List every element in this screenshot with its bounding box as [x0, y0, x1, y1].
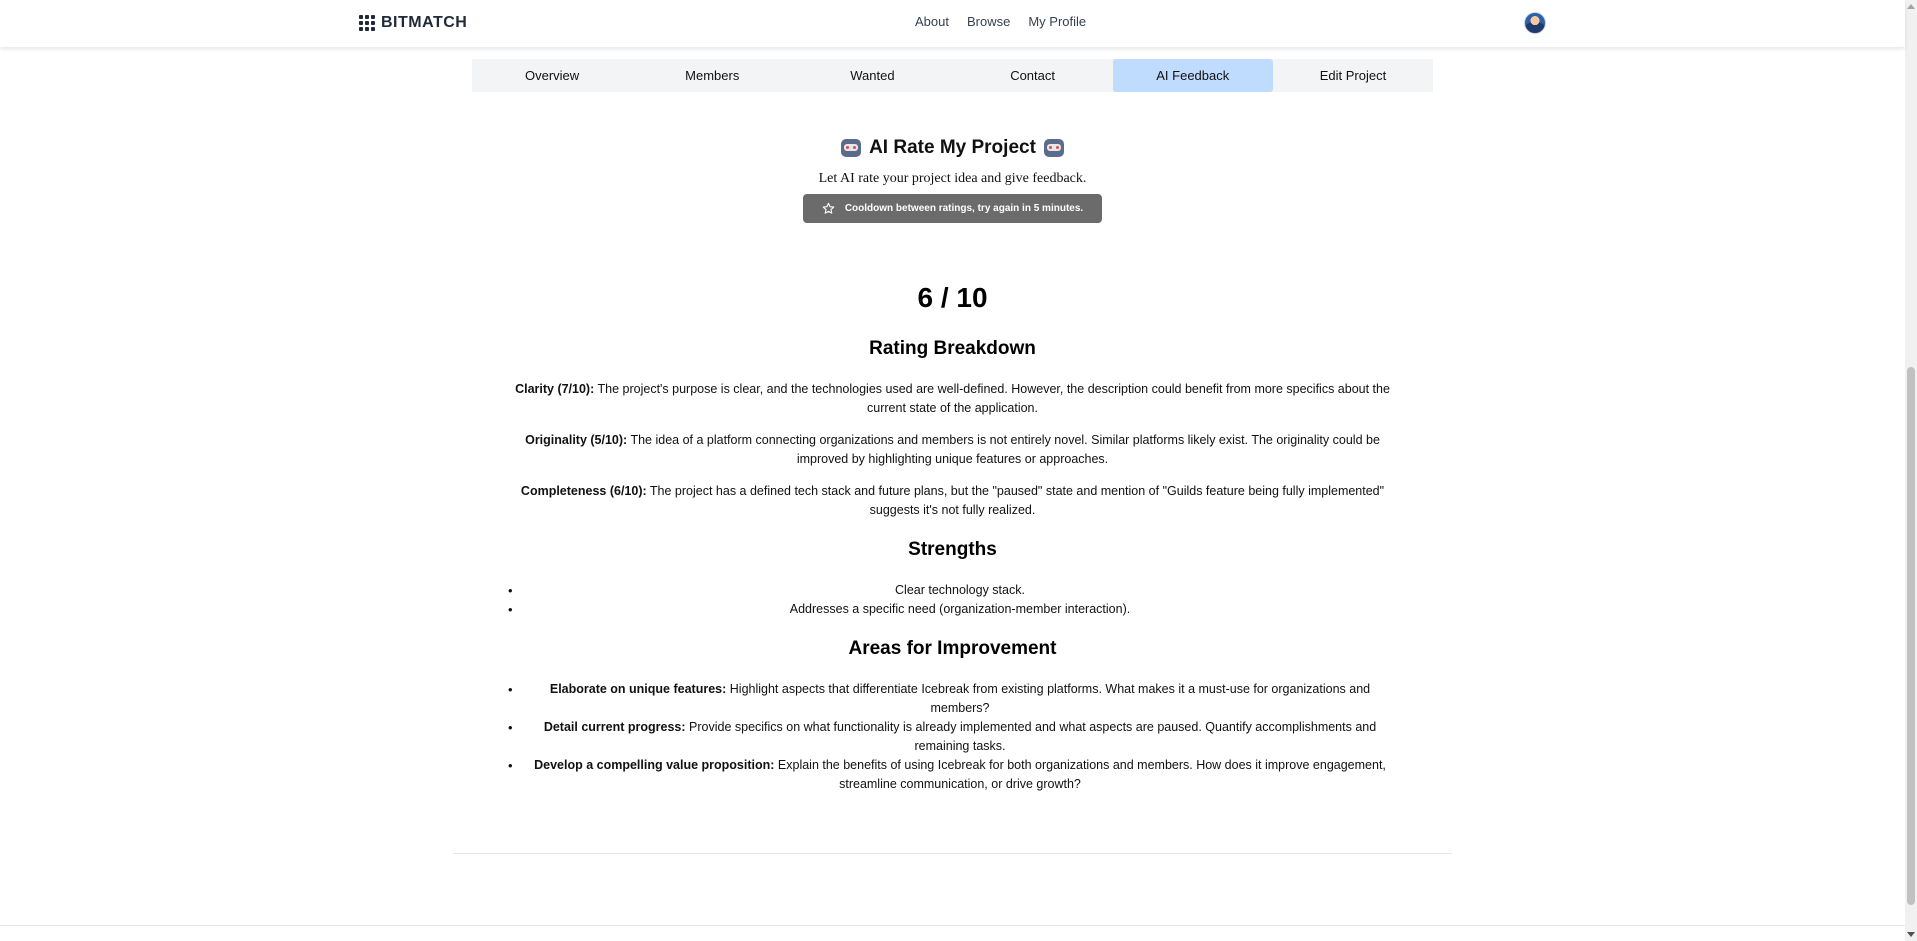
list-item: [490, 718, 1415, 756]
tab-wanted[interactable]: Wanted: [850, 68, 895, 83]
page-title: [490, 137, 1415, 159]
list-item: [490, 680, 1415, 718]
scroll-down-arrow-icon[interactable]: [1907, 932, 1915, 937]
list-item: • Clear technology stack.: [490, 581, 1415, 600]
nav-link-about[interactable]: About: [915, 14, 949, 29]
rating-breakdown-heading: Rating Breakdown: [869, 338, 1036, 359]
nav-links: [915, 14, 1086, 29]
improvement-text: Highlight aspects that differentiate Icebreak from existing platforms. What makes it a must-use for organizations and members?: [729, 682, 1371, 715]
list-item: [490, 756, 1415, 794]
cooldown-text: Cooldown between ratings, try again in 5 minutes.: [844, 203, 1084, 214]
breakdown-text: The project has a defined tech stack and future plans, but the "paused" state and mention of "Guilds feature being fully implemented" suggests it's not fully realized.: [649, 484, 1385, 517]
project-tabs: [472, 59, 1433, 92]
robot-icon: [841, 139, 861, 157]
improvement-text: Explain the benefits of using Icebreak for both organizations and members. How does it improve engagement, streamline communication, or drive growth?: [777, 758, 1386, 791]
nav-link-browse[interactable]: Browse: [966, 14, 1011, 29]
improvement-text: Provide specifics on what functionality is already implemented and what aspects are paused. Quantify accomplishments and remaining tasks.: [689, 720, 1377, 753]
user-avatar[interactable]: [1524, 12, 1546, 34]
list-item: • Addresses a specific need (organization-member interaction).: [490, 600, 1415, 619]
tab-edit-project[interactable]: Edit Project: [1319, 68, 1387, 83]
overall-score: 6 / 10: [917, 282, 988, 313]
improvement-label: Detail current progress:: [543, 720, 686, 734]
tab-contact[interactable]: Contact: [1010, 68, 1055, 83]
improvements-list: [490, 680, 1415, 794]
improvement-label: Develop a compelling value proposition:: [534, 758, 775, 772]
breakdown-clarity: [490, 380, 1415, 418]
content-divider: [453, 853, 1452, 854]
page-scrollbar[interactable]: [1905, 0, 1917, 941]
breakdown-label: Completeness (6/10):: [520, 484, 647, 498]
tab-overview[interactable]: Overview: [524, 68, 580, 83]
brand-logo[interactable]: [359, 13, 467, 33]
page-title-text: AI Rate My Project: [869, 137, 1036, 158]
strengths-heading: Strengths: [908, 539, 997, 560]
tab-ai-feedback[interactable]: AI Feedback: [1113, 59, 1273, 92]
strengths-list: [490, 581, 1415, 619]
breakdown-completeness: [490, 482, 1415, 520]
nav-link-my-profile[interactable]: My Profile: [1028, 14, 1087, 29]
rate-button-disabled[interactable]: [803, 194, 1102, 223]
scroll-up-arrow-icon[interactable]: [1907, 4, 1915, 9]
page-subtitle: Let AI rate your project idea and give feedback.: [818, 171, 1087, 186]
breakdown-originality: [490, 431, 1415, 469]
improvements-heading: Areas for Improvement: [848, 638, 1057, 659]
breakdown-label: Originality (5/10):: [525, 433, 628, 447]
tab-members[interactable]: Members: [685, 68, 740, 83]
improvement-label: Elaborate on unique features:: [549, 682, 727, 696]
star-icon: [822, 202, 835, 215]
scrollbar-thumb[interactable]: [1907, 367, 1915, 905]
breakdown-label: Clarity (7/10):: [515, 382, 595, 396]
brand-name[interactable]: BITMATCH: [381, 14, 468, 31]
top-navbar: [0, 0, 1905, 47]
breakdown-text: The project's purpose is clear, and the technologies used are well-defined. However, the description could benefit from more specifics about the current state of the application.: [597, 382, 1390, 415]
footer-divider: [0, 925, 1905, 926]
breakdown-text: The idea of a platform connecting organizations and members is not entirely novel. Similar platforms likely exist. The originality could be improved by highlighting unique features or approaches.: [630, 433, 1380, 466]
robot-icon: [1044, 139, 1064, 157]
grid-icon: [359, 15, 375, 31]
